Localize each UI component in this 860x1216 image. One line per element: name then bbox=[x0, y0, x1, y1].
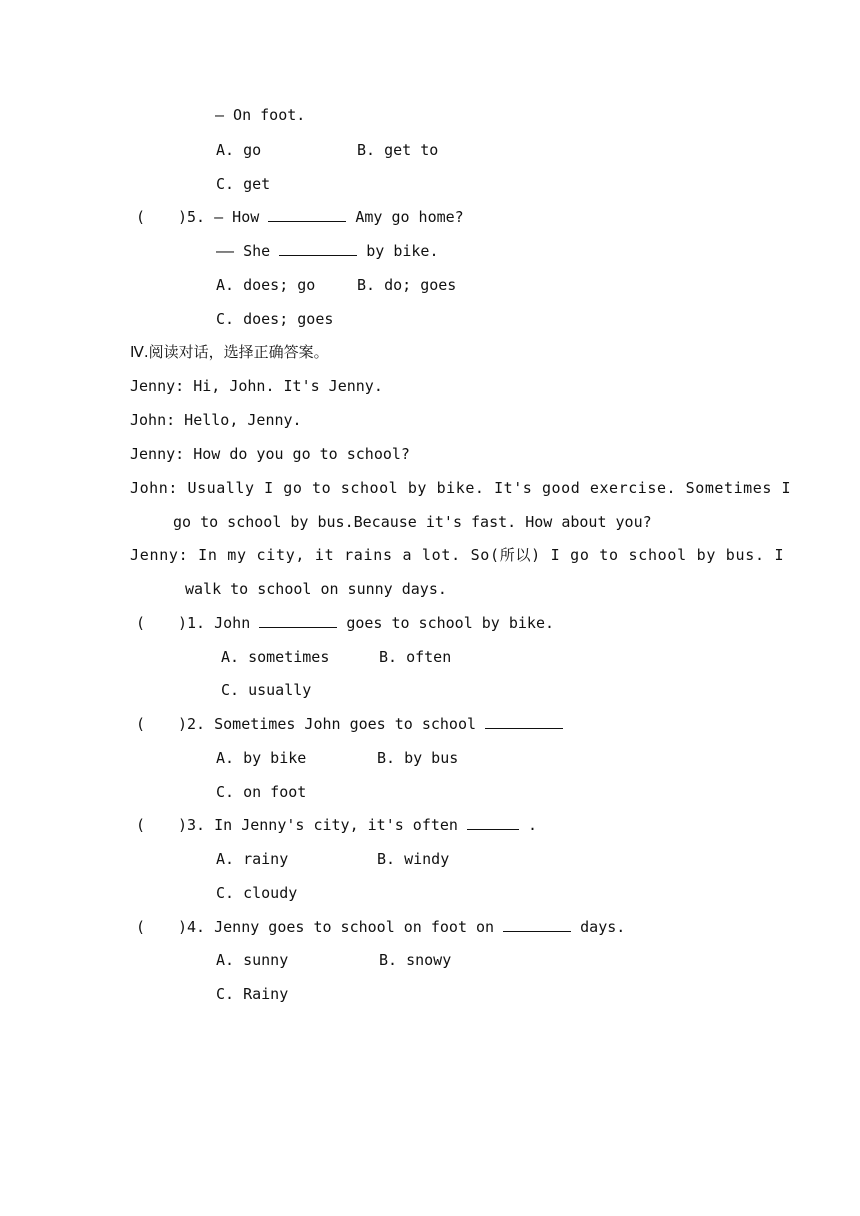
section-heading: Ⅳ.阅读对话，选择正确答案。 bbox=[130, 343, 329, 361]
answer-blank bbox=[279, 241, 357, 256]
option-b: B. snowy bbox=[379, 951, 452, 969]
question-number: )1. bbox=[178, 614, 206, 632]
question-1 bbox=[178, 613, 554, 633]
question-text: — How bbox=[214, 208, 260, 226]
option-a: A. sunny bbox=[216, 951, 289, 969]
dialogue-line: Jenny: In my city, it rains a lot. So(所以) I go to school by bus. I bbox=[130, 546, 785, 564]
option-c: C. does; goes bbox=[216, 310, 334, 328]
question-text: Sometimes John goes to school bbox=[214, 715, 477, 733]
question-text: . bbox=[528, 816, 538, 834]
option-b: B. by bus bbox=[377, 749, 459, 767]
answer-blank bbox=[268, 207, 346, 222]
option-b: B. often bbox=[379, 648, 452, 666]
option-a: A. go bbox=[216, 141, 262, 159]
answer-paren-open: ( bbox=[136, 208, 146, 226]
option-a: A. does; go bbox=[216, 276, 316, 294]
option-a: A. sometimes bbox=[221, 648, 330, 666]
answer-paren-open: ( bbox=[136, 614, 146, 632]
question-2 bbox=[178, 714, 563, 734]
answer-paren-open: ( bbox=[136, 816, 146, 834]
question-text: by bike. bbox=[366, 242, 439, 260]
answer-blank bbox=[467, 815, 519, 830]
question-number: )4. bbox=[178, 918, 206, 936]
question-text: —— She bbox=[216, 242, 271, 260]
question-number: )2. bbox=[178, 715, 206, 733]
question-text: Jenny goes to school on foot on bbox=[214, 918, 495, 936]
question-3 bbox=[178, 815, 537, 835]
question-5 bbox=[178, 207, 464, 227]
question-5-line2 bbox=[216, 241, 439, 261]
answer-blank bbox=[259, 613, 337, 628]
option-c: C. Rainy bbox=[216, 985, 289, 1003]
question-4 bbox=[178, 917, 625, 937]
answer-line: — On foot. bbox=[215, 106, 306, 124]
dialogue-line: go to school by bus.Because it's fast. How about you? bbox=[173, 513, 652, 531]
answer-paren-open: ( bbox=[136, 918, 146, 936]
option-b: B. windy bbox=[377, 850, 450, 868]
dialogue-line: John: Usually I go to school by bike. It's good exercise. Sometimes I bbox=[130, 479, 792, 497]
dialogue-line: Jenny: Hi, John. It's Jenny. bbox=[130, 377, 383, 395]
question-text: In Jenny's city, it's often bbox=[214, 816, 458, 834]
question-text: John bbox=[214, 614, 251, 632]
dialogue-line: walk to school on sunny days. bbox=[185, 580, 447, 598]
option-a: A. by bike bbox=[216, 749, 307, 767]
answer-blank bbox=[503, 917, 571, 932]
option-c: C. get bbox=[216, 175, 271, 193]
option-c: C. on foot bbox=[216, 783, 307, 801]
answer-paren-open: ( bbox=[136, 715, 146, 733]
option-c: C. usually bbox=[221, 681, 312, 699]
question-text: goes to school by bike. bbox=[346, 614, 555, 632]
option-a: A. rainy bbox=[216, 850, 289, 868]
question-number: )5. bbox=[178, 208, 206, 226]
option-b: B. do; goes bbox=[357, 276, 457, 294]
answer-blank bbox=[485, 714, 563, 729]
option-b: B. get to bbox=[357, 141, 439, 159]
dialogue-line: Jenny: How do you go to school? bbox=[130, 445, 410, 463]
question-number: )3. bbox=[178, 816, 206, 834]
option-c: C. cloudy bbox=[216, 884, 298, 902]
question-text: Amy go home? bbox=[355, 208, 464, 226]
dialogue-line: John: Hello, Jenny. bbox=[130, 411, 302, 429]
question-text: days. bbox=[580, 918, 626, 936]
